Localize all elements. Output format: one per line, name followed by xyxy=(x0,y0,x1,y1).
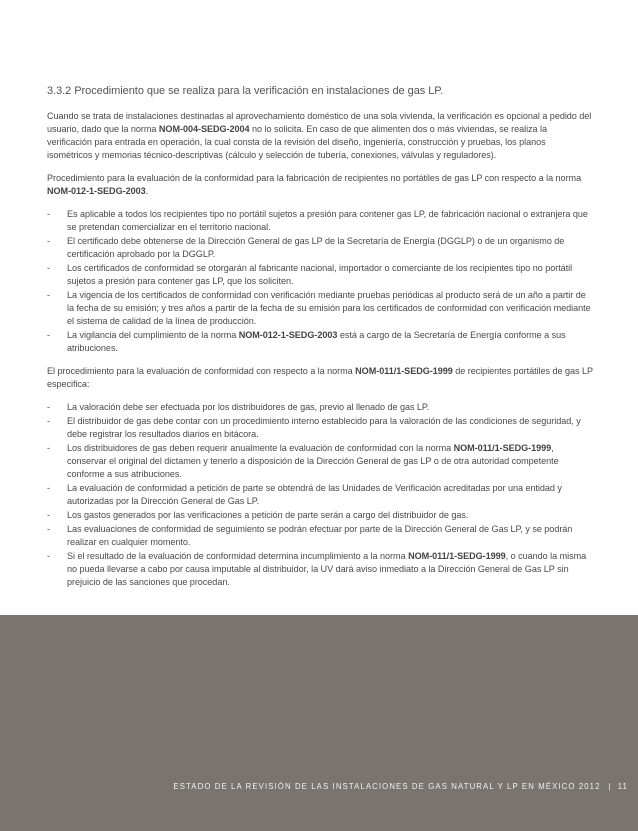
list-item: - Los gastos generados por las verificaciones a petición de parte serán a cargo del distribuidor de gas. xyxy=(47,510,469,520)
list-item: - Es aplicable a todos los recipientes tipo no portátil sujetos a presión para contener gas LP, de fabricación nacional o extranjera que se pretendan comercializar en el territorio nacional. xyxy=(47,209,588,232)
dash-bullet: - xyxy=(47,290,50,300)
list-item: - La valoración debe ser efectuada por los distribuidores de gas, previo al llenado de gas LP. xyxy=(47,402,430,412)
norm-reference: NOM-011/1-SEDG-1999 xyxy=(453,443,552,453)
footer-band xyxy=(0,615,638,831)
list-item: - Si el resultado de la evaluación de conformidad determina incumplimiento a la norma NOM-011/1-SEDG-1999, o cuando la misma no pueda llevarse a cabo por causa imputable al distribuidor, la UV dará aviso inmediato a la Dirección General de Gas LP sin prejuicio de las sanciones que procedan. xyxy=(47,551,587,587)
procedure-paragraph-2: El procedimiento para la evaluación de conformidad con respecto a la norma NOM-011/1-SEDG-1999 de recipientes portátiles de gas LP especifica: xyxy=(47,366,593,389)
dash-bullet: - xyxy=(47,510,50,520)
list-item: - El distribuidor de gas debe contar con un procedimiento interno establecido para la valoración de las condiciones de seguridad, y debe registrar los resultados diarios en bitácora. xyxy=(47,416,581,439)
procedure-paragraph-1: Procedimiento para la evaluación de la conformidad para la fabricación de recipientes no portátiles de gas LP con respecto a la norma NOM-012-1-SEDG-2003. xyxy=(47,173,582,196)
dash-bullet: - xyxy=(47,483,50,493)
norm-reference: NOM-011/1-SEDG-1999 xyxy=(408,551,506,561)
procedure-list-1 xyxy=(47,208,593,355)
dash-bullet: - xyxy=(47,443,50,453)
norm-reference: NOM-012-1-SEDG-2003 xyxy=(47,186,146,196)
dash-bullet: - xyxy=(47,209,50,219)
dash-bullet: - xyxy=(47,263,50,273)
norm-reference: NOM-011/1-SEDG-1999 xyxy=(355,366,453,376)
list-item: - El certificado debe obtenerse de la Dirección General de gas LP de la Secretaría de Energía (DGGLP) o de un organismo de certificación aprobado por la DGGLP. xyxy=(47,236,565,259)
list-item: - La vigilancia del cumplimiento de la norma NOM-012-1-SEDG-2003 está a cargo de la Secretaría de Energía conforme a sus atribuciones. xyxy=(47,330,566,353)
intro-paragraph: Cuando se trata de instalaciones destinadas al aprovechamiento doméstico de una sola vivienda, la verificación es opcional a pedido del usuario, dado que la norma NOM-004-SEDG-2004 no lo solicita. En caso de que alimenten dos o más viviendas, se realiza la verificación para entrada en operación, la cual consta de la revisión del diseño, ingeniería, construcción y pruebas, los planos isométricos y memorias técnico-descriptivas (cálculo y selección de tubería, conexiones, válvulas y reguladores). xyxy=(47,111,592,160)
dash-bullet: - xyxy=(47,416,50,426)
norm-reference: NOM-004-SEDG-2004 xyxy=(158,124,250,134)
footer-title: ESTADO DE LA REVISIÓN DE LAS INSTALACIONES DE GAS NATURAL Y LP EN MÉXICO 2012 xyxy=(173,782,601,791)
page-content xyxy=(47,84,593,599)
list-item: - La vigencia de los certificados de conformidad con verificación mediante pruebas periódicas al producto será de un año a partir de la fecha de su emisión; y tres años a partir de la fecha de su emisión para los certificados de conformidad con verificación mediante el sistema de calidad de la línea de producción. xyxy=(47,290,591,326)
running-footer xyxy=(173,782,628,791)
list-item: - La evaluación de conformidad a petición de parte se obtendrá de las Unidades de Verificación acreditadas por una entidad y autorizadas por la Dirección General de Gas LP. xyxy=(47,483,562,506)
dash-bullet: - xyxy=(47,551,50,561)
dash-bullet: - xyxy=(47,330,50,340)
procedure-list-2 xyxy=(47,401,593,589)
dash-bullet: - xyxy=(47,524,50,534)
list-item: - Los certificados de conformidad se otorgarán al fabricante nacional, importador o comerciante de los recipientes tipo no portátil sujetos a presión para contener gas LP, que los soliciten. xyxy=(47,263,573,286)
section-heading: 3.3.2 Procedimiento que se realiza para la verificación en instalaciones de gas LP. xyxy=(47,85,444,97)
list-item: - Las evaluaciones de conformidad de seguimiento se podrán efectuar por parte de la Dirección General de Gas LP, y se podrán realizar en cualquier momento. xyxy=(47,524,573,547)
list-item: - Los distribuidores de gas deben requerir anualmente la evaluación de conformidad con la norma NOM-011/1-SEDG-1999, conservar el original del dictamen y tenerlo a disposición de la Dirección General de gas LP o de otra autoridad competente conforme a sus atribuciones. xyxy=(47,443,559,479)
page-number: 11 xyxy=(617,782,628,791)
footer-separator: | xyxy=(608,782,612,791)
dash-bullet: - xyxy=(47,236,50,246)
dash-bullet: - xyxy=(47,402,50,412)
norm-reference: NOM-012-1-SEDG-2003 xyxy=(238,330,338,340)
